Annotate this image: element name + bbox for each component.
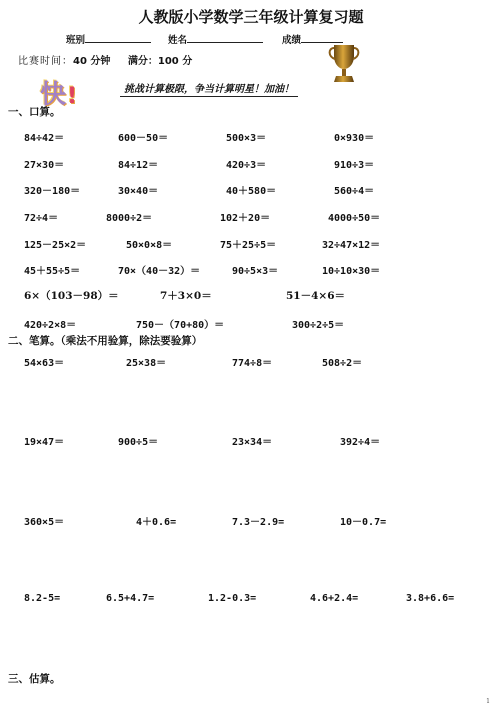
written-problem: 54×63＝ xyxy=(24,358,65,369)
oral-problem: 84÷42＝ xyxy=(24,133,65,144)
written-row xyxy=(24,513,484,529)
oral-row xyxy=(24,262,484,278)
oral-problem: 27×30＝ xyxy=(24,160,65,171)
written-problem: 1.2-0.3= xyxy=(208,593,257,604)
oral-problem: 910÷3＝ xyxy=(334,160,375,171)
oral-problem: 320－180＝ xyxy=(24,186,81,197)
full-score: 满分：100 分 xyxy=(127,56,193,67)
written-row xyxy=(24,593,484,609)
name-blank xyxy=(187,32,263,43)
oral-problem: 8000÷2＝ xyxy=(106,213,153,224)
written-problem: 6.5+4.7= xyxy=(106,593,155,604)
written-problem: 4＋0.6= xyxy=(136,517,177,528)
time-label: 比赛时间： xyxy=(18,56,73,67)
section-written-heading: 二、笔算。（乘法不用验算，除法要验算） xyxy=(8,335,203,347)
written-problem: 19×47＝ xyxy=(24,437,65,448)
oral-problem: 102＋20＝ xyxy=(220,213,271,224)
oral-problem: 750－（70+80）＝ xyxy=(136,320,225,331)
written-row xyxy=(24,354,484,370)
class-field xyxy=(66,32,151,46)
class-label: 班别 xyxy=(66,35,86,46)
written-problem: 774÷8＝ xyxy=(232,358,273,369)
oral-problem: 420÷3＝ xyxy=(226,160,267,171)
written-problem: 900÷5＝ xyxy=(118,437,159,448)
oral-problem: 50×0×8＝ xyxy=(126,240,173,251)
written-problem: 8.2-5= xyxy=(24,593,61,604)
oral-row xyxy=(24,288,484,304)
class-blank xyxy=(85,32,151,43)
oral-problem: 600－50＝ xyxy=(118,133,169,144)
oral-row xyxy=(24,209,484,225)
oral-problem: 560÷4＝ xyxy=(334,186,375,197)
written-problem: 508÷2＝ xyxy=(322,358,363,369)
oral-row xyxy=(24,182,484,198)
trophy-icon xyxy=(326,42,362,86)
oral-problem: 4000÷50＝ xyxy=(328,213,381,224)
oral-problem: 45＋55÷5＝ xyxy=(24,266,81,277)
oral-problem: 30×40＝ xyxy=(118,186,159,197)
banner-exclamation: ! xyxy=(67,84,79,109)
oral-problem: 6×（103－98）＝ xyxy=(24,290,119,302)
name-field xyxy=(168,32,263,46)
oral-problem: 32÷47×12＝ xyxy=(322,240,381,251)
oral-problem: 0×930＝ xyxy=(334,133,375,144)
time-duration: 40 分钟 xyxy=(73,56,111,67)
oral-problem: 40＋580＝ xyxy=(226,186,277,197)
oral-problem: 500×3＝ xyxy=(226,133,267,144)
written-problem: 392÷4＝ xyxy=(340,437,381,448)
written-problem: 360×5＝ xyxy=(24,517,65,528)
section-estimate-heading: 三、估算。 xyxy=(8,673,61,685)
oral-problem: 300÷2÷5＝ xyxy=(292,320,345,331)
score-label: 成绩 xyxy=(282,35,302,46)
written-problem: 7.3－2.9= xyxy=(232,517,285,528)
written-problem: 3.8+6.6= xyxy=(406,593,455,604)
time-row xyxy=(18,52,192,67)
oral-problem: 125－25×2＝ xyxy=(24,240,87,251)
oral-problem: 10÷10×30＝ xyxy=(322,266,381,277)
slogan: 挑战计算极限，争当计算明星！加油！ xyxy=(120,80,298,97)
oral-problem: 90÷5×3＝ xyxy=(232,266,279,277)
oral-problem: 72÷4＝ xyxy=(24,213,59,224)
oral-problem: 7＋3×0＝ xyxy=(160,290,212,302)
name-label: 姓名 xyxy=(168,35,188,46)
oral-row xyxy=(24,156,484,172)
page-number: 1 xyxy=(486,698,490,705)
page-title: 人教版小学数学三年级计算复习题 xyxy=(138,8,364,26)
oral-problem: 75＋25÷5＝ xyxy=(220,240,277,251)
written-row xyxy=(24,433,484,449)
oral-problem: 420÷2×8＝ xyxy=(24,320,77,331)
written-problem: 23×34＝ xyxy=(232,437,273,448)
oral-problem: 70×（40－32）＝ xyxy=(118,266,201,277)
written-problem: 4.6+2.4= xyxy=(310,593,359,604)
section-oral-heading: 一、口算。 xyxy=(8,106,61,118)
banner-char: 快 xyxy=(40,80,68,110)
oral-row xyxy=(24,236,484,252)
written-problem: 10－0.7= xyxy=(340,517,387,528)
oral-row xyxy=(24,129,484,145)
oral-problem: 84÷12＝ xyxy=(118,160,159,171)
oral-problem: 51－4×6＝ xyxy=(286,290,346,302)
oral-row xyxy=(24,316,484,332)
written-problem: 25×38＝ xyxy=(126,358,167,369)
